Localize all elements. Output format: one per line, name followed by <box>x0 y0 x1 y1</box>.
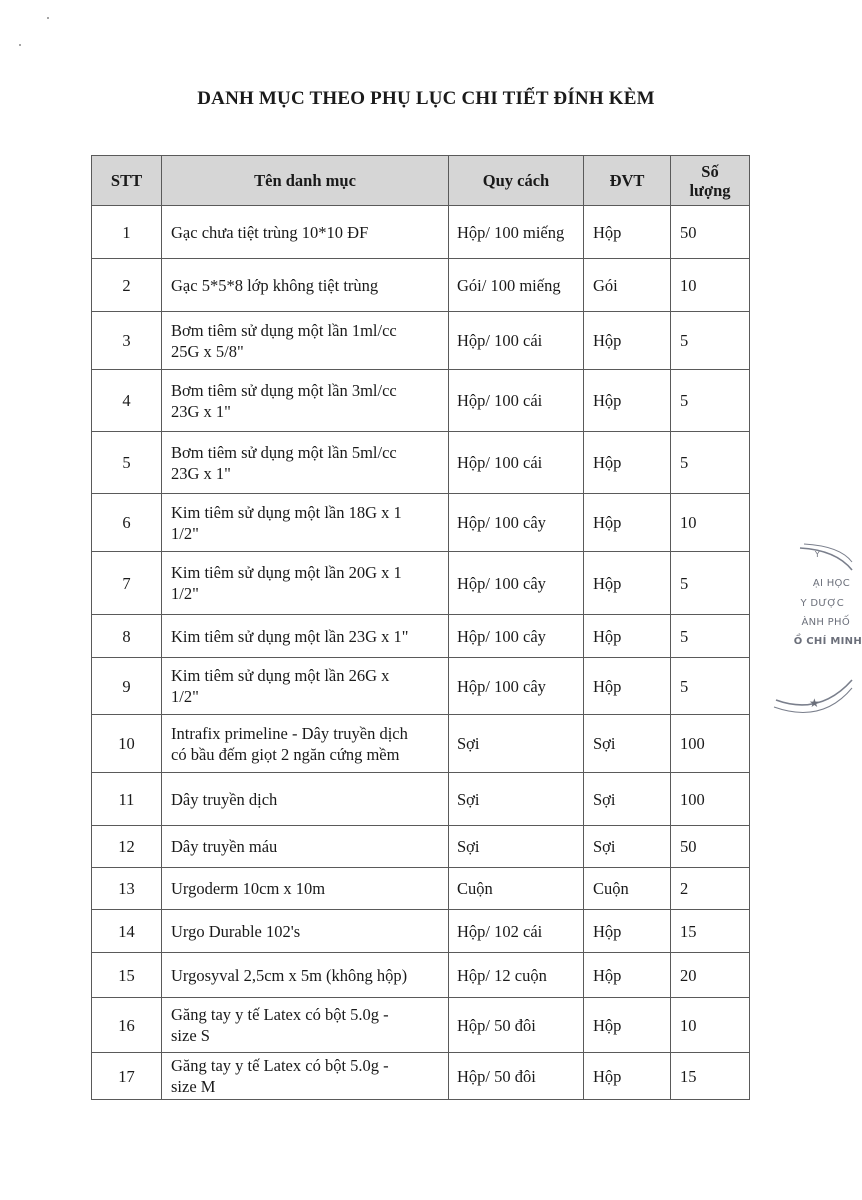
cell-spec: Cuộn <box>449 868 584 910</box>
cell-unit: Cuộn <box>584 868 671 910</box>
cell-stt: 12 <box>92 826 162 868</box>
table-row <box>92 953 750 998</box>
table-row <box>92 868 750 910</box>
cell-name-line2: 1/2" <box>171 523 199 543</box>
cell-unit: Hộp <box>584 370 671 432</box>
cell-spec: Hộp/ 12 cuộn <box>449 953 584 998</box>
cell-qty: 5 <box>671 312 750 370</box>
cell-spec: Sợi <box>449 773 584 826</box>
cell-stt: 11 <box>92 773 162 826</box>
cell-name-line2: có bầu đếm giọt 2 ngăn cứng mềm <box>171 744 400 764</box>
stamp-text-line: Y DƯỢC <box>800 598 844 609</box>
cell-name: Urgosyval 2,5cm x 5m (không hộp) <box>162 953 449 998</box>
cell-qty: 100 <box>671 715 750 773</box>
cell-spec: Hộp/ 50 đôi <box>449 998 584 1053</box>
table-row <box>92 494 750 552</box>
cell-name-line1: Găng tay y tế Latex có bột 5.0g - <box>171 1005 389 1024</box>
table-row <box>92 206 750 259</box>
stamp-text-line: ẠI HỌC <box>812 578 850 589</box>
cell-qty: 5 <box>671 615 750 658</box>
header-stt: STT <box>92 156 162 206</box>
cell-name <box>162 494 449 552</box>
cell-spec: Hộp/ 100 cây <box>449 552 584 615</box>
cell-unit: Hộp <box>584 312 671 370</box>
table-row <box>92 312 750 370</box>
cell-qty: 50 <box>671 826 750 868</box>
cell-stt: 6 <box>92 494 162 552</box>
cell-spec: Hộp/ 100 cây <box>449 615 584 658</box>
cell-name-line1: Intrafix primeline - Dây truyền dịch <box>171 723 408 743</box>
table-row <box>92 910 750 953</box>
table-row <box>92 370 750 432</box>
cell-qty: 15 <box>671 1053 750 1100</box>
cell-unit: Sợi <box>584 715 671 773</box>
cell-unit: Hộp <box>584 206 671 259</box>
cell-qty: 5 <box>671 432 750 494</box>
cell-name <box>162 658 449 715</box>
cell-name <box>162 552 449 615</box>
cell-name <box>162 715 449 773</box>
cell-stt: 17 <box>92 1053 162 1100</box>
cell-name: Kim tiêm sử dụng một lần 23G x 1" <box>162 615 449 658</box>
header-qty <box>671 156 750 206</box>
cell-spec: Hộp/ 100 miếng <box>449 206 584 259</box>
cell-name-line1: Kim tiêm sử dụng một lần 18G x 1 <box>171 502 402 522</box>
cell-unit: Sợi <box>584 773 671 826</box>
cell-name-line2: 23G x 1" <box>171 401 231 421</box>
table-row <box>92 998 750 1053</box>
stamp-star-icon: ★ <box>808 696 820 710</box>
page-title: DANH MỤC THEO PHỤ LỤC CHI TIẾT ĐÍNH KÈM <box>197 88 655 109</box>
cell-stt: 10 <box>92 715 162 773</box>
cell-name-line2: 1/2" <box>171 584 199 603</box>
cell-stt: 8 <box>92 615 162 658</box>
header-qty-line2: lượng <box>689 180 731 200</box>
cell-unit: Hộp <box>584 658 671 715</box>
cell-stt: 9 <box>92 658 162 715</box>
cell-name-line1: Bơm tiêm sử dụng một lần 5ml/cc <box>171 442 397 462</box>
cell-name <box>162 312 449 370</box>
cell-name: Urgo Durable 102's <box>162 910 449 953</box>
cell-spec: Hộp/ 50 đôi <box>449 1053 584 1100</box>
cell-qty: 10 <box>671 259 750 312</box>
cell-unit: Hộp <box>584 1053 671 1100</box>
cell-unit: Hộp <box>584 494 671 552</box>
cell-unit: Sợi <box>584 826 671 868</box>
cell-unit: Hộp <box>584 615 671 658</box>
cell-name-line2: 1/2" <box>171 687 199 706</box>
cell-spec: Hộp/ 100 cây <box>449 494 584 552</box>
cell-name-line2: 25G x 5/8" <box>171 341 244 361</box>
cell-name <box>162 998 449 1053</box>
cell-name-line1: Kim tiêm sử dụng một lần 26G x <box>171 666 390 685</box>
table-row <box>92 432 750 494</box>
scan-speck <box>19 44 21 46</box>
cell-name <box>162 1053 449 1100</box>
cell-name: Gạc chưa tiệt trùng 10*10 ĐF <box>162 206 449 259</box>
cell-qty: 2 <box>671 868 750 910</box>
table-row <box>92 773 750 826</box>
cell-name-line2: size S <box>171 1026 210 1045</box>
cell-name-line1: Kim tiêm sử dụng một lần 20G x 1 <box>171 563 402 582</box>
cell-name-line1: Bơm tiêm sử dụng một lần 3ml/cc <box>171 380 397 400</box>
cell-stt: 5 <box>92 432 162 494</box>
cell-name: Gạc 5*5*8 lớp không tiệt trùng <box>162 259 449 312</box>
table-row <box>92 259 750 312</box>
cell-stt: 15 <box>92 953 162 998</box>
cell-name <box>162 432 449 494</box>
cell-qty: 5 <box>671 658 750 715</box>
cell-unit: Hộp <box>584 953 671 998</box>
cell-qty: 5 <box>671 552 750 615</box>
cell-qty: 15 <box>671 910 750 953</box>
header-name: Tên danh mục <box>162 156 449 206</box>
cell-spec: Sợi <box>449 826 584 868</box>
cell-unit: Hộp <box>584 432 671 494</box>
stamp-text-line: Ồ CHÍ MINH <box>793 636 862 647</box>
header-spec: Quy cách <box>449 156 584 206</box>
cell-stt: 7 <box>92 552 162 615</box>
cell-stt: 13 <box>92 868 162 910</box>
cell-name: Dây truyền máu <box>162 826 449 868</box>
table-row <box>92 658 750 715</box>
table-row <box>92 715 750 773</box>
cell-unit: Hộp <box>584 910 671 953</box>
cell-name-line1: Găng tay y tế Latex có bột 5.0g - <box>171 1056 389 1075</box>
cell-spec: Hộp/ 100 cái <box>449 432 584 494</box>
cell-name-line2: size M <box>171 1077 216 1096</box>
cell-qty: 10 <box>671 494 750 552</box>
header-unit: ĐVT <box>584 156 671 206</box>
stamp-text-line: ÀNH PHỐ <box>801 617 850 628</box>
cell-spec: Sợi <box>449 715 584 773</box>
cell-stt: 4 <box>92 370 162 432</box>
cell-stt: 1 <box>92 206 162 259</box>
cell-spec: Hộp/ 100 cây <box>449 658 584 715</box>
cell-name-line1: Bơm tiêm sử dụng một lần 1ml/cc <box>171 320 397 340</box>
cell-spec: Hộp/ 100 cái <box>449 312 584 370</box>
cell-qty: 10 <box>671 998 750 1053</box>
cell-stt: 16 <box>92 998 162 1053</box>
cell-name-line2: 23G x 1" <box>171 463 231 483</box>
cell-stt: 2 <box>92 259 162 312</box>
cell-spec: Gói/ 100 miếng <box>449 259 584 312</box>
scan-speck <box>47 17 49 19</box>
cell-spec: Hộp/ 102 cái <box>449 910 584 953</box>
table-row <box>92 615 750 658</box>
cell-qty: 5 <box>671 370 750 432</box>
table-header-row <box>92 156 750 206</box>
stamp-text-line: Y <box>814 550 820 559</box>
cell-qty: 100 <box>671 773 750 826</box>
cell-unit: Hộp <box>584 998 671 1053</box>
header-qty-line1: Số <box>701 161 719 181</box>
cell-name <box>162 370 449 432</box>
cell-stt: 3 <box>92 312 162 370</box>
product-table <box>91 155 750 1100</box>
cell-name: Urgoderm 10cm x 10m <box>162 868 449 910</box>
cell-qty: 20 <box>671 953 750 998</box>
official-stamp <box>770 540 862 720</box>
cell-stt: 14 <box>92 910 162 953</box>
cell-name: Dây truyền dịch <box>162 773 449 826</box>
cell-unit: Gói <box>584 259 671 312</box>
cell-unit: Hộp <box>584 552 671 615</box>
cell-qty: 50 <box>671 206 750 259</box>
table-row <box>92 1053 750 1100</box>
cell-spec: Hộp/ 100 cái <box>449 370 584 432</box>
table-row <box>92 552 750 615</box>
table-row <box>92 826 750 868</box>
stamp-ring-icon <box>770 540 852 720</box>
